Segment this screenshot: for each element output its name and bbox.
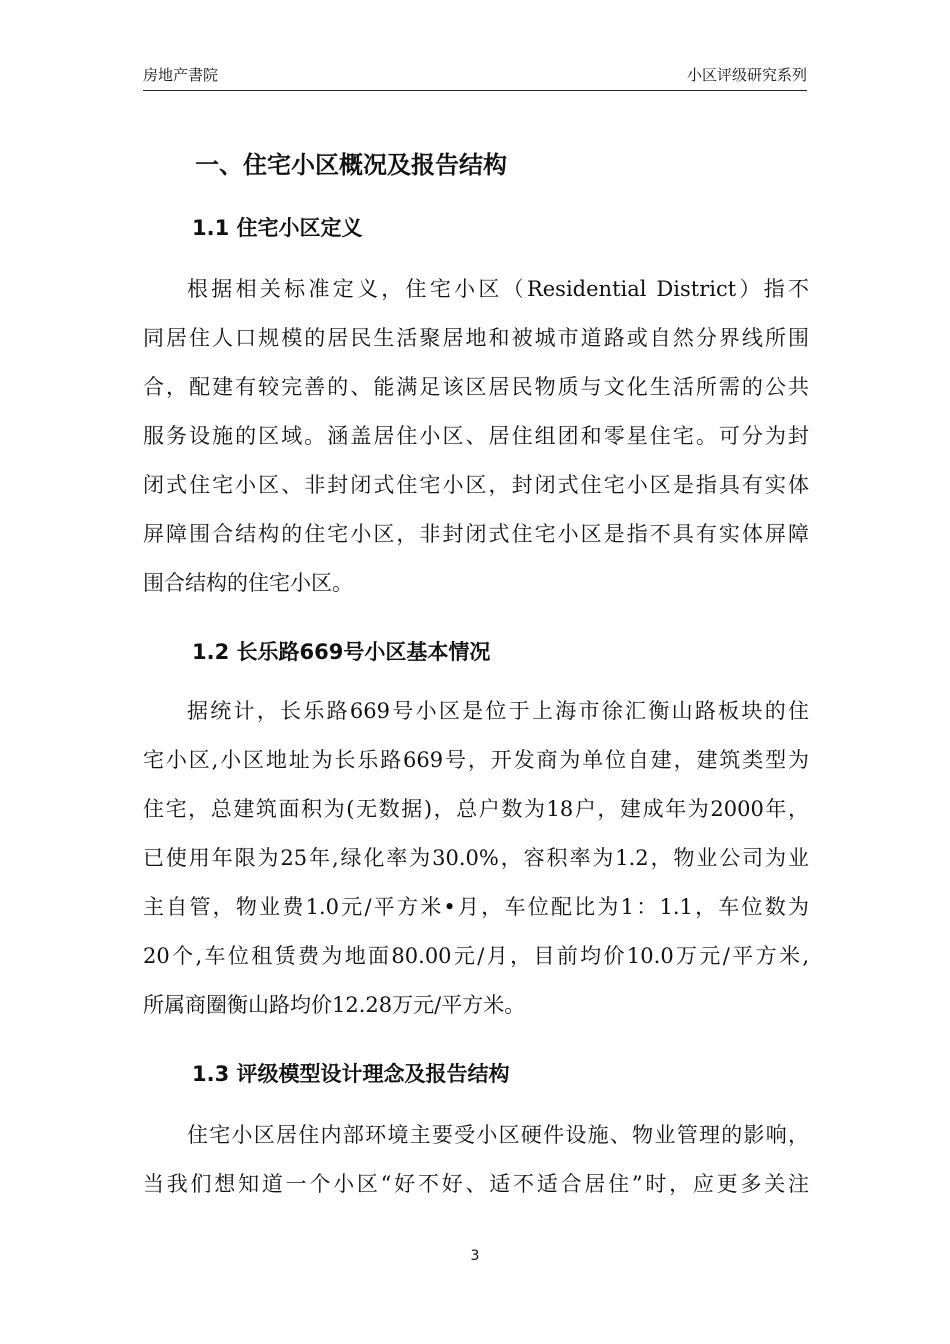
paragraph-line: 合，配建有较完善的、能满足该区居民物质与文化生活所需的公共 bbox=[143, 375, 809, 399]
paragraph-line: 当我们想知道一个小区“好不好、适不适合居住”时，应更多关注 bbox=[143, 1172, 809, 1196]
paragraph-line: 同居住人口规模的居民生活聚居地和被城市道路或自然分界线所围 bbox=[143, 326, 809, 350]
header-left-title: 房地产書院 bbox=[143, 66, 219, 84]
paragraph-line: 根据相关标准定义，住宅小区（Residential District）指不 bbox=[187, 277, 809, 301]
paragraph-line: 住宅，总建筑面积为(无数据)，总户数为18户，建成年为2000年， bbox=[143, 797, 809, 821]
section-heading-1-3: 1.3 评级模型设计理念及报告结构 bbox=[192, 1062, 510, 1086]
paragraph-line: 20个,车位租赁费为地面80.00元/月，目前均价10.0万元/平方米, bbox=[143, 944, 809, 968]
section-heading-1-2: 1.2 长乐路669号小区基本情况 bbox=[192, 640, 491, 664]
section-1-1-paragraph bbox=[143, 265, 809, 608]
paragraph-line: 宅小区,小区地址为长乐路669号，开发商为单位自建，建筑类型为 bbox=[143, 748, 809, 772]
paragraph-line: 服务设施的区域。涵盖居住小区、居住组团和零星住宅。可分为封 bbox=[143, 424, 809, 448]
paragraph-line: 闭式住宅小区、非封闭式住宅小区，封闭式住宅小区是指具有实体 bbox=[143, 473, 809, 497]
paragraph-line: 已使用年限为25年,绿化率为30.0%，容积率为1.2，物业公司为业 bbox=[143, 846, 809, 870]
paragraph-line: 所属商圈衡山路均价12.28万元/平方米。 bbox=[143, 993, 526, 1017]
section-heading-1-1: 1.1 住宅小区定义 bbox=[192, 216, 363, 240]
page-header bbox=[143, 62, 807, 91]
chapter-heading: 一、住宅小区概况及报告结构 bbox=[195, 151, 507, 179]
paragraph-line: 围合结构的住宅小区。 bbox=[143, 571, 353, 595]
paragraph-line: 据统计，长乐路669号小区是位于上海市徐汇衡山路板块的住 bbox=[187, 699, 809, 723]
section-1-2-paragraph bbox=[143, 687, 809, 1030]
section-1-3-paragraph bbox=[143, 1111, 809, 1209]
paragraph-line: 住宅小区居住内部环境主要受小区硬件设施、物业管理的影响， bbox=[187, 1123, 809, 1147]
paragraph-line: 屏障围合结构的住宅小区，非封闭式住宅小区是指不具有实体屏障 bbox=[143, 522, 809, 546]
paragraph-line: 主自管，物业费1.0元/平方米•月，车位配比为1：1.1，车位数为 bbox=[143, 895, 809, 919]
header-right-title: 小区评级研究系列 bbox=[686, 66, 807, 84]
page-number: 3 bbox=[470, 1248, 480, 1264]
